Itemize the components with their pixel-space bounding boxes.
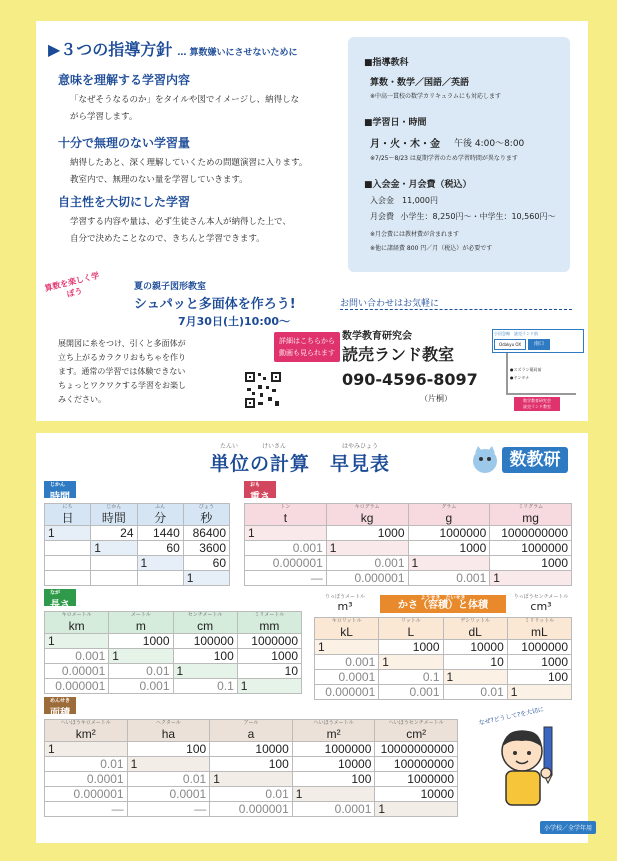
table-cell: — <box>127 802 210 817</box>
guideline-text: がら学習します。 <box>70 112 138 122</box>
guideline-text: 納得したあと、深く理解していくための問題演習に入ります。 <box>70 158 308 168</box>
table-cell: 1 <box>173 664 237 679</box>
header-unit: 時間 <box>101 510 126 525</box>
table-cell: 60 <box>183 556 229 571</box>
table-cell: 10000000000 <box>375 742 458 757</box>
header-ruby: キロリットル <box>331 618 362 624</box>
subjects-note: ※中高一貫校の数学カリキュラムにも対応します <box>370 93 501 100</box>
table-cell: 1000000 <box>292 742 375 757</box>
table-cell: 1 <box>292 787 375 802</box>
table-cell: 1 <box>91 541 137 556</box>
header-unit: cm <box>197 618 214 633</box>
header-ruby: グラム <box>441 504 457 510</box>
logo <box>470 445 570 475</box>
header-ruby: リットル <box>400 618 421 624</box>
contact-org: 数学教育研究会 <box>342 331 412 342</box>
table-cell: 0.0001 <box>292 802 375 817</box>
table-row <box>45 802 458 817</box>
table-row <box>45 757 458 772</box>
header-unit: km <box>68 618 85 633</box>
header-ruby: びょう <box>198 504 214 510</box>
contact-school: 読売ランド教室 <box>342 345 455 364</box>
units-title-ruby <box>210 441 450 449</box>
table-cell: 0.000001 <box>315 685 379 700</box>
tag-label: 長さ <box>50 600 70 611</box>
time-table <box>44 503 230 586</box>
table-cell: 1000 <box>490 556 572 571</box>
header-unit: km² <box>75 726 96 741</box>
table-cell: 100000 <box>173 634 237 649</box>
table-row <box>45 679 302 694</box>
character-illustration <box>472 706 593 839</box>
table-cell: 1 <box>507 685 571 700</box>
table-header-row <box>45 504 230 526</box>
table-cell: 86400 <box>183 526 229 541</box>
units-title-block <box>210 441 450 476</box>
table-cell: 60 <box>137 541 183 556</box>
cat-logo-icon <box>470 445 500 475</box>
table-cell: 1440 <box>137 526 183 541</box>
table-cell: 1000000 <box>375 772 458 787</box>
map-road-2 <box>506 393 576 395</box>
table-cell: 1000 <box>109 634 173 649</box>
column-header <box>173 612 237 634</box>
table-cell: 1000 <box>326 526 408 541</box>
column-header <box>375 720 458 742</box>
volume-top-row <box>314 593 572 615</box>
table-cell: 0.001 <box>245 541 327 556</box>
header-unit: a <box>247 726 255 741</box>
column-header <box>183 504 229 526</box>
header-ruby: にち <box>62 504 73 510</box>
table-cell: 0.01 <box>127 772 210 787</box>
table-cell: 0.01 <box>210 787 293 802</box>
column-header <box>237 612 301 634</box>
top-panel <box>36 21 588 421</box>
table-cell: 10 <box>443 655 507 670</box>
table-row <box>245 556 572 571</box>
unit: m³ <box>337 600 353 613</box>
table-cell: 0.001 <box>379 685 443 700</box>
event-body-line: 展開図に糸をつけ、引くと多面体が <box>58 339 186 348</box>
table-cell: 0.01 <box>45 757 128 772</box>
table-row <box>315 655 572 670</box>
table-cell: 0.01 <box>443 685 507 700</box>
table-row <box>45 556 230 571</box>
header-unit: mm <box>259 618 280 633</box>
event-body-line: ちょっとワクワクする学習をお楽し <box>58 381 186 390</box>
header-unit: cm² <box>406 726 427 741</box>
table-cell: 1000000 <box>408 526 490 541</box>
tag-ruby: めんせき <box>50 698 71 704</box>
table-cell <box>91 556 137 571</box>
column-header <box>490 504 572 526</box>
table-cell: 100 <box>173 649 237 664</box>
header-unit: m² <box>326 726 341 741</box>
length-tag <box>44 589 76 611</box>
area-table <box>44 719 458 817</box>
tag-ruby: おも <box>250 482 261 488</box>
header-ruby: メートル <box>130 612 151 618</box>
table-cell: 0.01 <box>109 664 173 679</box>
table-cell: 0.000001 <box>326 571 408 586</box>
header-ruby: ミリグラム <box>518 504 544 510</box>
header-ruby: へいほうセンチメートル <box>388 720 444 726</box>
column-header <box>127 720 210 742</box>
table-cell: 100000000 <box>375 757 458 772</box>
guideline-heading: 意味を理解する学習内容 <box>58 73 191 87</box>
header-ruby: キログラム <box>354 504 380 510</box>
bottom-panel <box>36 433 593 843</box>
table-cell: 0.000001 <box>45 787 128 802</box>
logo-text: 数教研 <box>502 447 568 473</box>
event-headline: シュパッと多面体を作ろう! <box>134 297 296 312</box>
volume-table <box>314 617 572 700</box>
qr-code[interactable] <box>244 371 282 409</box>
table-cell: 1 <box>45 634 109 649</box>
ruby-keisan: けいさん <box>262 443 287 450</box>
column-header <box>292 720 375 742</box>
tag-label: 面積 <box>50 708 70 719</box>
table-row <box>45 787 458 802</box>
map-line: 小田急線 読売ランド前 <box>494 331 538 336</box>
table-cell: 0.000001 <box>45 679 109 694</box>
header-unit: t <box>283 510 288 525</box>
tag-ruby: なが <box>50 590 61 596</box>
header-unit: L <box>407 624 415 639</box>
guideline-text: 学習する内容や量は、必ず生徒さん本人が納得した上で、 <box>70 217 291 227</box>
table-cell: 1000 <box>237 649 301 664</box>
table-row <box>45 541 230 556</box>
header-unit: 日 <box>61 510 74 525</box>
tag-ruby: じかん <box>50 482 66 488</box>
schedule-note: ※7/25〜8/23 は夏期学習のため学習時間が異なります <box>370 155 518 162</box>
column-header <box>45 720 128 742</box>
header-ruby: キロメートル <box>61 612 92 618</box>
table-cell: 1000 <box>379 640 443 655</box>
table-cell: 10 <box>237 664 301 679</box>
table-cell: 0.1 <box>173 679 237 694</box>
table-cell: 1000 <box>507 655 571 670</box>
table-cell: 1 <box>127 757 210 772</box>
table-row <box>45 664 302 679</box>
header-ruby: へいほうメートル <box>313 720 354 726</box>
table-cell: 10000 <box>375 787 458 802</box>
table-header-row <box>315 618 572 640</box>
guideline-heading: 十分で無理のない学習量 <box>58 136 191 150</box>
column-header <box>408 504 490 526</box>
column-header <box>45 612 109 634</box>
table-cell: 1000 <box>408 541 490 556</box>
event-body-line: 立ち上がるカラクリおもちゃを作り <box>58 353 186 362</box>
table-cell: 1 <box>379 655 443 670</box>
tag-label: 時間 <box>50 492 70 503</box>
header-ruby: センチメートル <box>187 612 223 618</box>
table-cell: 10000 <box>443 640 507 655</box>
table-cell: 0.0001 <box>127 787 210 802</box>
table-cell: 0.1 <box>379 670 443 685</box>
table-cell: 1 <box>408 556 490 571</box>
event-title: 夏の親子図形教室 <box>134 282 207 292</box>
table-row <box>245 571 572 586</box>
column-header <box>91 504 137 526</box>
speech-text: なぜ?どうして?を大切に <box>478 706 545 727</box>
tag-ruby: ようせき たいせき <box>420 595 466 601</box>
header-ruby: ミリリットル <box>524 618 555 624</box>
table-row <box>245 526 572 541</box>
header-ruby: ミリメートル <box>254 612 285 618</box>
access-map <box>492 329 584 417</box>
info-box <box>348 37 570 272</box>
volume-tag <box>380 595 506 613</box>
event-body <box>58 337 198 407</box>
boy-with-pencil-icon <box>486 723 566 813</box>
table-row <box>45 634 302 649</box>
table-cell: 1 <box>375 802 458 817</box>
header-ruby: じかん <box>106 504 122 510</box>
column-header <box>507 618 571 640</box>
table-cell: 100 <box>210 757 293 772</box>
table-row <box>45 526 230 541</box>
header-unit: g <box>445 510 453 525</box>
guideline-text: 教室内で、無理のない量を学習していきます。 <box>70 175 248 185</box>
table-cell: 0.000001 <box>210 802 293 817</box>
weight-tag <box>244 481 276 503</box>
tag-label: かさ（容積）と体積 <box>398 600 488 611</box>
length-table <box>44 611 302 694</box>
study-days: 月・火・木・金 <box>370 139 440 150</box>
table-cell: 1000000000 <box>490 526 572 541</box>
column-header <box>326 504 408 526</box>
fee-note-2: ※他に諸経費 800 円／月（税込）が必要です <box>370 245 493 252</box>
table-cell <box>45 571 91 586</box>
map-station-right: 南口 <box>528 339 550 350</box>
header-unit: ha <box>161 726 176 741</box>
guideline-heading: 自主性を大切にした学習 <box>58 195 191 209</box>
guidelines-title: ▶３つの指導方針 <box>48 40 173 59</box>
ruby-hayami: はやみひょう <box>342 443 379 450</box>
table-cell: 0.001 <box>315 655 379 670</box>
table-cell: 1 <box>245 526 327 541</box>
time-tag <box>44 481 76 503</box>
column-header <box>109 612 173 634</box>
table-cell: 0.00001 <box>45 664 109 679</box>
unit: cm³ <box>530 600 552 613</box>
weight-table <box>244 503 572 586</box>
table-cell: 0.001 <box>326 556 408 571</box>
table-cell: 1000000 <box>490 541 572 556</box>
header-ruby: デシリットル <box>460 618 490 624</box>
table-cell: 0.0001 <box>45 772 128 787</box>
header-unit: mL <box>531 624 548 639</box>
ruby: りっぽうメートル <box>324 594 365 600</box>
map-station-left: Odakyu OX <box>494 339 526 350</box>
table-row <box>315 685 572 700</box>
subjects: 算数・数学／国語／英語 <box>370 78 470 88</box>
table-cell <box>137 571 183 586</box>
table-header-row <box>245 504 572 526</box>
table-cell: 100 <box>292 772 375 787</box>
ruby-tani: たんい <box>220 443 239 450</box>
contact-phone[interactable]: 090-4596-8097 <box>342 370 478 389</box>
table-cell: 0.0001 <box>315 670 379 685</box>
subjects-head: ■指導教科 <box>364 58 409 68</box>
header-ruby: へいほうキロメートル <box>60 720 111 726</box>
table-cell: 0.001 <box>408 571 490 586</box>
table-row <box>45 742 458 757</box>
column-header <box>45 504 91 526</box>
column-header <box>245 504 327 526</box>
event-date: 7月30日(土)10:00〜 <box>178 315 291 328</box>
map-shop-2: ●ヤンタナ <box>510 375 530 380</box>
study-time: 午後 4:00〜8:00 <box>454 139 525 149</box>
header-unit: dL <box>468 624 482 639</box>
table-cell: 1 <box>45 742 128 757</box>
column-header <box>210 720 293 742</box>
contact-person: （片桐） <box>420 394 452 403</box>
schedule-head: ■学習日・時間 <box>364 118 427 128</box>
volume-m3-header <box>314 593 376 613</box>
area-tag <box>44 697 76 719</box>
fee-head: ■入会金・月会費（税込） <box>364 180 472 190</box>
entry-fee: 入会金 11,000円 <box>370 196 438 205</box>
event-body-line: みください。 <box>58 395 106 404</box>
table-cell: 1 <box>183 571 229 586</box>
table-cell: 0.001 <box>45 649 109 664</box>
table-cell <box>45 556 91 571</box>
table-cell: 1 <box>210 772 293 787</box>
header-unit: 分 <box>154 510 167 525</box>
table-cell: — <box>245 571 327 586</box>
table-cell: 1000000 <box>237 634 301 649</box>
header-unit: mg <box>522 510 539 525</box>
monthly-fee: 小学生：8,250円〜・中学生：10,560円〜 <box>400 212 556 221</box>
table-cell: 10000 <box>292 757 375 772</box>
table-cell: 1 <box>137 556 183 571</box>
header-ruby: ヘクタール <box>155 720 181 726</box>
table-cell: 1 <box>443 670 507 685</box>
table-row <box>45 571 230 586</box>
table-row <box>45 649 302 664</box>
guidelines-title-row <box>48 37 298 60</box>
contact-prompt: お問い合わせはお気軽に <box>340 299 440 309</box>
table-cell: 3600 <box>183 541 229 556</box>
grade-badge: 小学校／全学年用 <box>540 821 596 834</box>
header-ruby: アール <box>243 720 259 726</box>
header-unit: 秒 <box>200 510 213 525</box>
column-header <box>137 504 183 526</box>
ruby: りっぽうセンチメートル <box>513 594 569 600</box>
table-cell: — <box>45 802 128 817</box>
column-header <box>379 618 443 640</box>
units-title: 単位の計算 早見表 <box>210 453 391 475</box>
volume-cm3-header <box>510 593 572 613</box>
monthly-fee-row <box>370 211 555 222</box>
guideline-text: 「なぜそうなるのか」をタイルや図でイメージし、納得しな <box>70 95 300 105</box>
table-cell <box>91 571 137 586</box>
table-header-row <box>45 720 458 742</box>
column-header <box>443 618 507 640</box>
table-cell: 100 <box>507 670 571 685</box>
table-cell: 1 <box>490 571 572 586</box>
table-row <box>45 772 458 787</box>
table-cell: 1 <box>45 526 91 541</box>
guideline-text: 自分で決めたことなので、きちんと学習できます。 <box>70 234 265 244</box>
event-body-line: ます。通常の学習では体験できない <box>58 367 186 376</box>
table-header-row <box>45 612 302 634</box>
table-cell: 1 <box>326 541 408 556</box>
fee-note-1: ※月会費には教材費が含まれます <box>370 231 460 238</box>
column-header <box>315 618 379 640</box>
event-link-box[interactable]: 詳細はこちらから 動画も見られます <box>274 332 340 362</box>
table-row <box>315 640 572 655</box>
tag-label: 重さ <box>250 492 270 503</box>
table-cell: 24 <box>91 526 137 541</box>
event-stamp: 算数を楽しく学ぼう <box>43 270 101 299</box>
map-destination: 数学教育研究会 読売ランド教室 <box>514 397 560 411</box>
header-ruby: トン <box>280 504 291 510</box>
table-cell: 1 <box>315 640 379 655</box>
table-cell: 0.000001 <box>245 556 327 571</box>
table-cell: 1 <box>237 679 301 694</box>
table-cell: 10000 <box>210 742 293 757</box>
table-cell: 100 <box>127 742 210 757</box>
table-cell: 1 <box>109 649 173 664</box>
monthly-fee-label: 月会費 <box>370 212 394 221</box>
guidelines-subtitle: … 算数嫌いにさせないために <box>177 48 298 58</box>
table-cell <box>45 541 91 556</box>
table-cell: 1000000 <box>507 640 571 655</box>
contact-divider <box>340 309 572 310</box>
header-ruby: ふん <box>155 504 166 510</box>
table-row <box>245 541 572 556</box>
map-shop-1: ●スズラン薬局前 <box>510 367 542 372</box>
header-unit: kL <box>340 624 353 639</box>
header-unit: kg <box>360 510 374 525</box>
table-row <box>315 670 572 685</box>
header-unit: m <box>135 618 146 633</box>
map-road-1 <box>506 353 508 393</box>
table-cell: 0.001 <box>109 679 173 694</box>
